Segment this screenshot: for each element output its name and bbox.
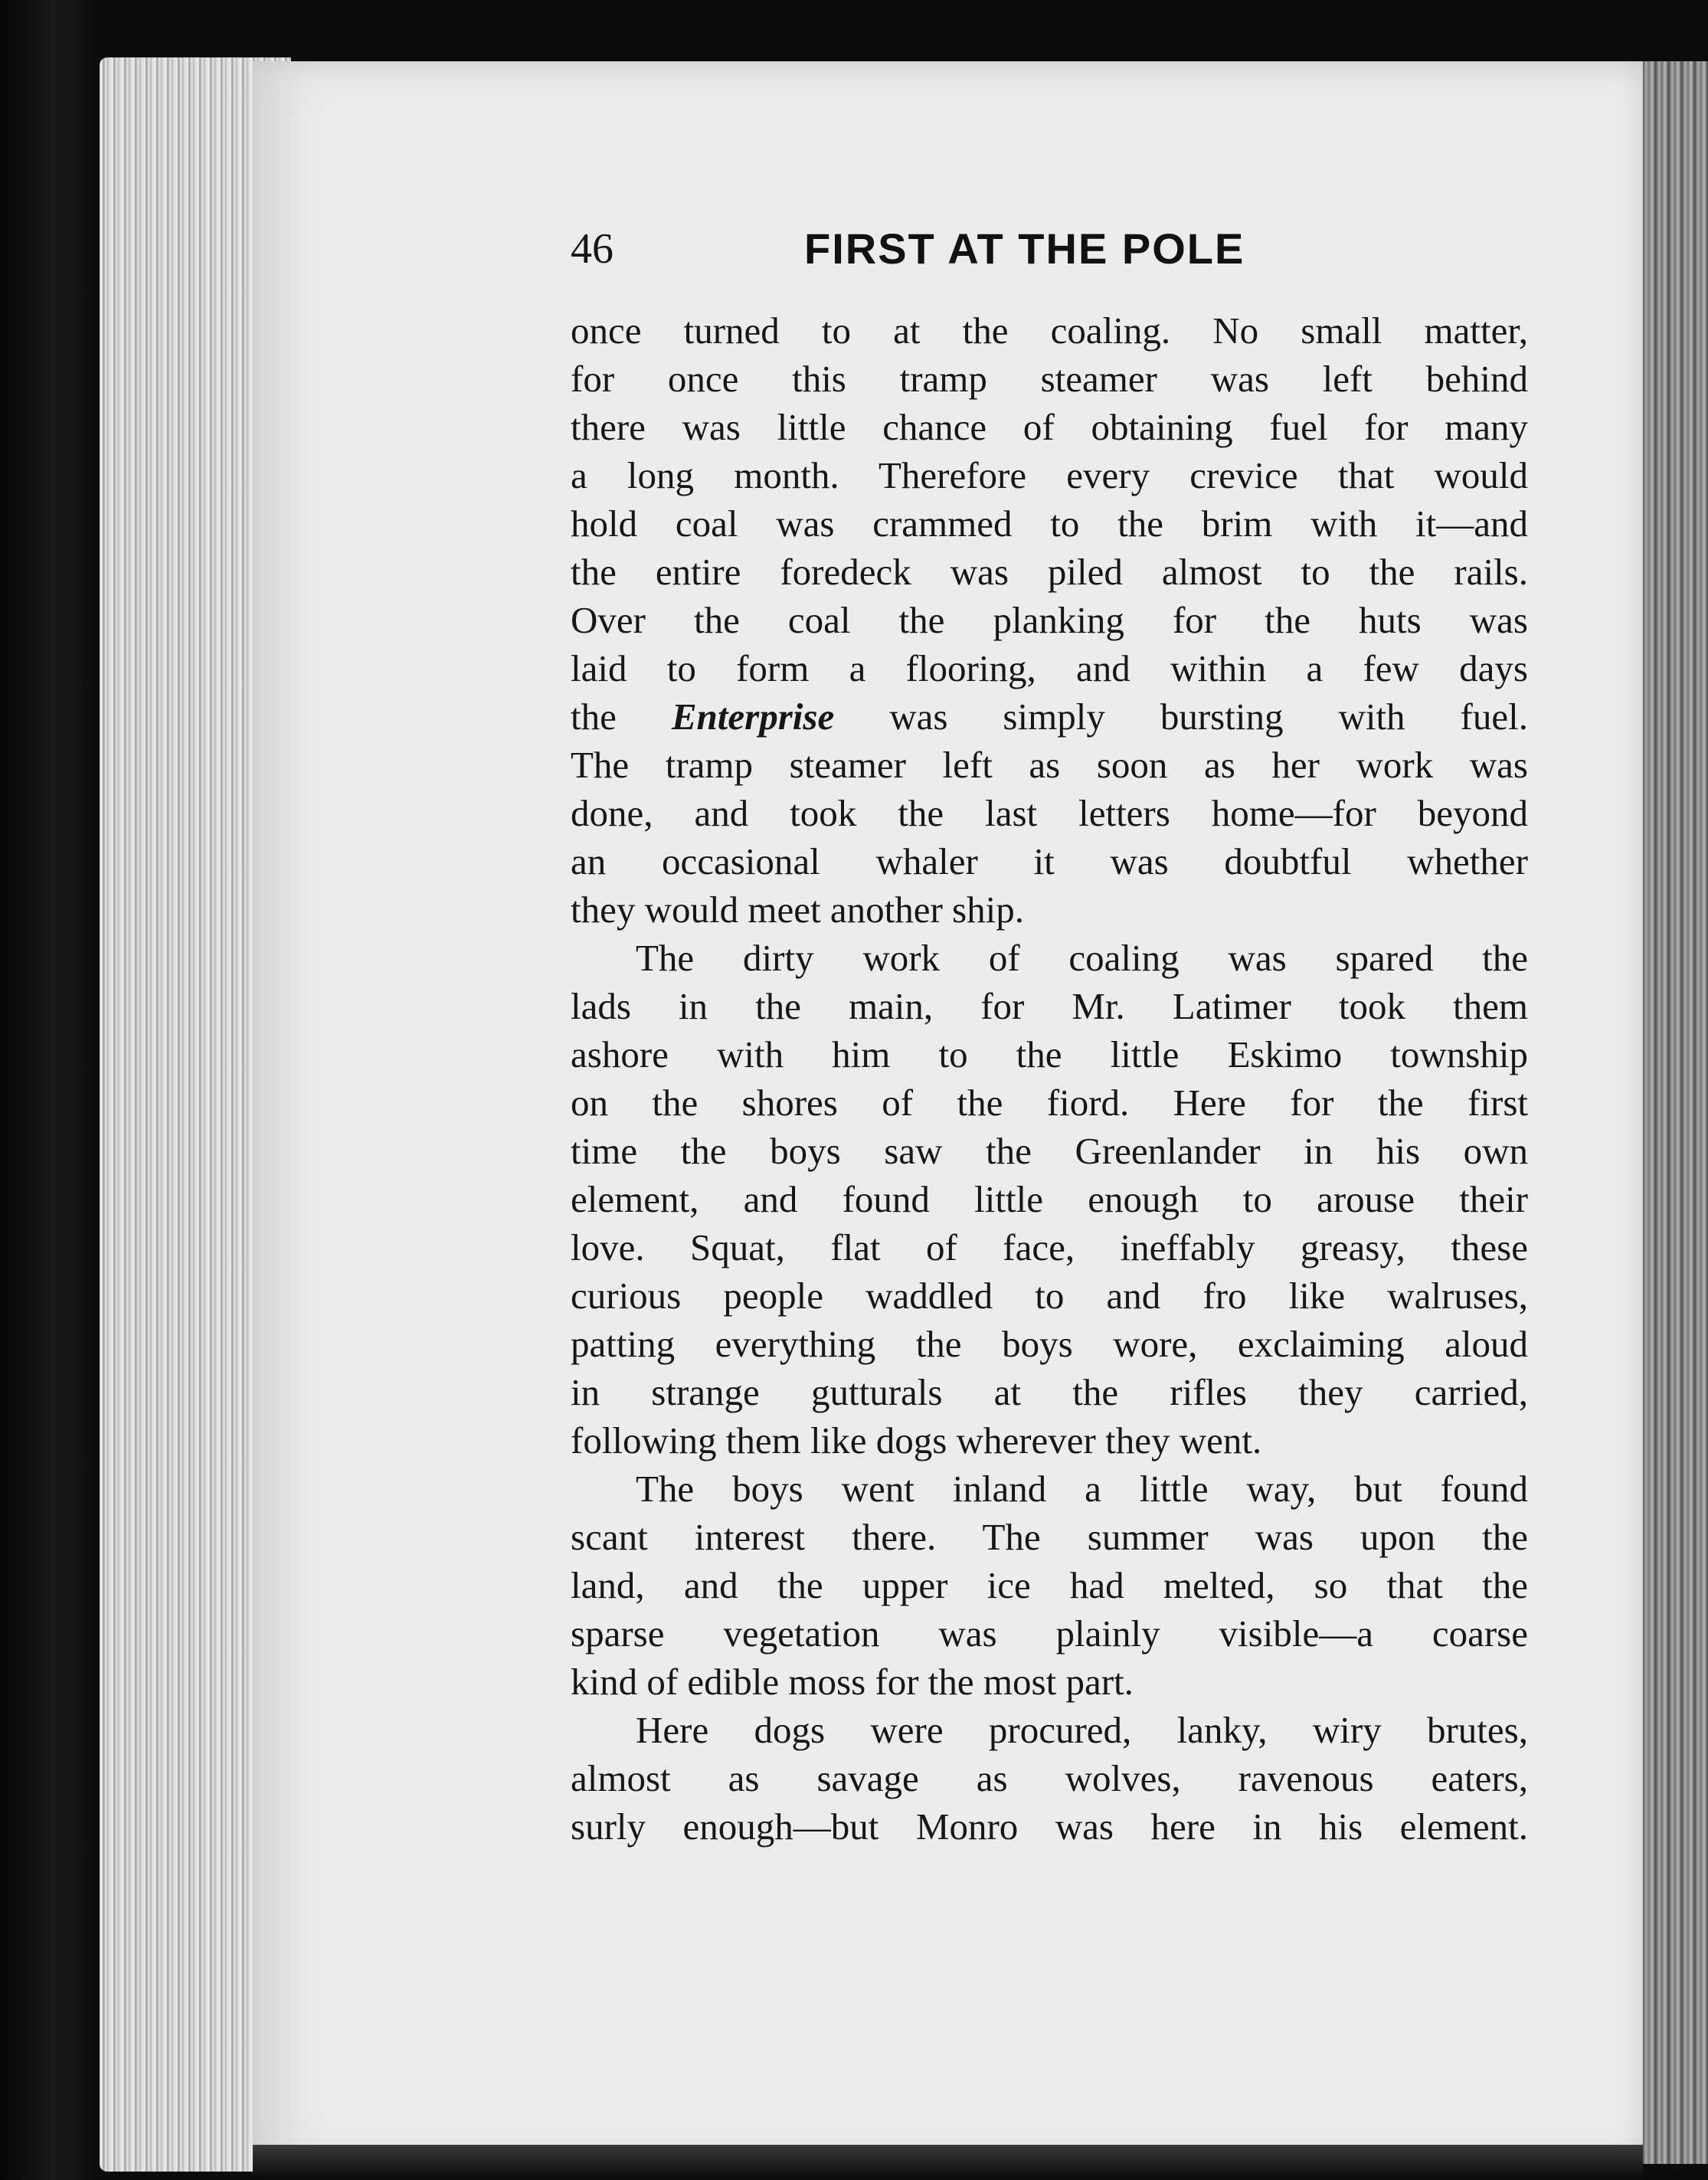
text-line: the entire foredeck was piled almost to the rails. — [571, 551, 1528, 593]
text-line: laid to form a flooring, and within a few days — [571, 647, 1528, 689]
text-line: land, and the upper ice had melted, so that the — [571, 1564, 1528, 1606]
body-text — [571, 306, 1528, 1851]
text-line: Over the coal the planking for the huts was — [571, 599, 1528, 641]
text-line: once turned to at the coaling. No small matter, — [571, 309, 1528, 352]
text-line: hold coal was crammed to the brim with it—and — [571, 502, 1528, 545]
text-line: a long month. Therefore every crevice that would — [571, 454, 1528, 496]
running-title: FIRST AT THE POLE — [804, 224, 1245, 273]
text-line: lads in the main, for Mr. Latimer took them — [571, 985, 1528, 1027]
text-line: on the shores of the fiord. Here for the first — [571, 1082, 1528, 1124]
text-line: time the boys saw the Greenlander in his own — [571, 1130, 1528, 1172]
text-line: ashore with him to the little Eskimo township — [571, 1033, 1528, 1075]
text-line: love. Squat, flat of face, ineffably greasy, these — [571, 1226, 1528, 1268]
text-line: almost as savage as wolves, ravenous eaters, — [571, 1757, 1528, 1799]
text-line: in strange gutturals at the rifles they carried, — [571, 1371, 1528, 1413]
text-line: an occasional whaler it was doubtful whether — [571, 840, 1528, 882]
paragraph-first-line: Here dogs were procured, lanky, wiry brutes, — [636, 1709, 1528, 1751]
text-segment: the — [571, 696, 672, 738]
text-line: kind of edible moss for the most part. — [571, 1661, 1134, 1703]
text-line: element, and found little enough to arouse their — [571, 1178, 1528, 1220]
text-line: there was little chance of obtaining fuel for many — [571, 406, 1528, 448]
text-line: they would meet another ship. — [571, 889, 1024, 931]
text-line: done, and took the last letters home—for beyond — [571, 792, 1528, 834]
ship-name-italic: Enterprise — [671, 696, 835, 738]
text-line-with-ship-name — [571, 692, 1528, 741]
book-spine-edge — [1643, 61, 1708, 2164]
text-line: sparse vegetation was plainly visible—a coarse — [571, 1612, 1528, 1655]
text-line: following them like dogs wherever they went. — [571, 1419, 1262, 1462]
scan-border-left — [0, 0, 100, 2180]
text-line: surly enough—but Monro was here in his element. — [571, 1805, 1528, 1848]
text-line: patting everything the boys wore, exclaiming aloud — [571, 1323, 1528, 1365]
scan-border-bottom — [253, 2145, 1643, 2180]
paragraph-first-line: The boys went inland a little way, but found — [636, 1468, 1528, 1510]
text-line: for once this tramp steamer was left behind — [571, 358, 1528, 400]
text-segment: was simply bursting with fuel. — [834, 696, 1528, 738]
text-line: The tramp steamer left as soon as her work was — [571, 744, 1528, 786]
paragraph-first-line: The dirty work of coaling was spared the — [636, 937, 1528, 979]
text-line: scant interest there. The summer was upon the — [571, 1516, 1528, 1558]
page-number: 46 — [571, 225, 614, 273]
text-line: curious people waddled to and fro like walruses, — [571, 1275, 1528, 1317]
page-header — [571, 222, 1528, 276]
